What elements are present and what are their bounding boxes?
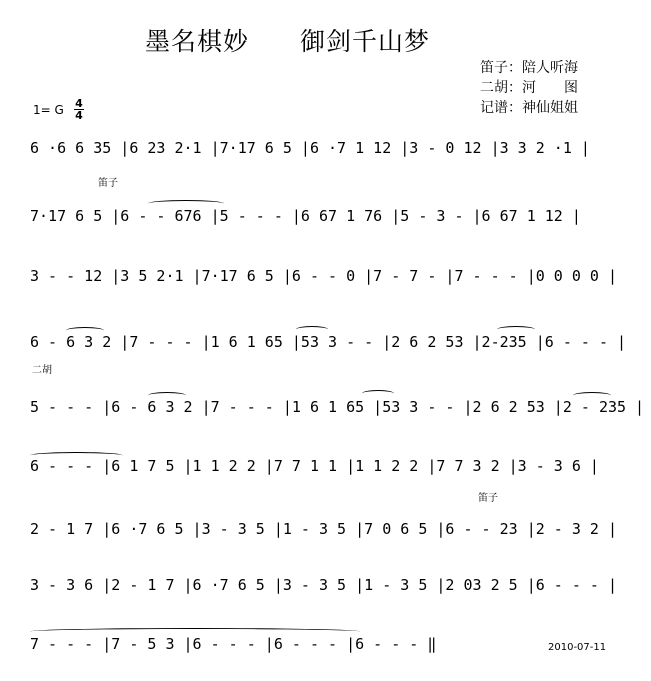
slur	[30, 628, 360, 635]
score-line-7: 2 - 1 7 |6 ·7 6 5 |3 - 3 5 |1 - 3 5 |7 0 6 5 |6 - - 23 |2 - 3 2 |	[30, 520, 617, 538]
score-line-4: 6 - 6 3 2 |7 - - - |1 6 1 65 |53 3 - - |2 6 2 53 |2-235 |6 - - - |	[30, 333, 627, 351]
score-line-6: 6 - - - |6 1 7 5 |1 1 2 2 |7 7 1 1 |1 1 2 2 |7 7 3 2 |3 - 3 6 |	[30, 457, 599, 475]
title-part1: 墨名棋妙	[145, 27, 250, 56]
time-signature	[74, 98, 84, 121]
time-signature-top: 4	[75, 97, 83, 110]
date: 2010-07-11	[548, 642, 607, 653]
erhu-annotation: 二胡	[32, 365, 52, 376]
slur	[573, 392, 611, 399]
slur	[148, 200, 224, 207]
slur	[148, 392, 186, 399]
credits	[480, 58, 578, 118]
score-line-8: 3 - 3 6 |2 - 1 7 |6 ·7 6 5 |3 - 3 5 |1 - 3 5 |2 03 2 5 |6 - - - |	[30, 576, 617, 594]
credit-erhu: 二胡：河 图	[480, 80, 578, 96]
time-signature-bottom: 4	[75, 109, 83, 122]
slur	[362, 390, 394, 397]
slur	[497, 326, 535, 333]
slur	[66, 327, 104, 334]
dizi-annotation-2: 笛子	[478, 493, 498, 504]
score-line-5: 5 - - - |6 - 6 3 2 |7 - - - |1 6 1 65 |53 3 - - |2 6 2 53 |2 - 235 |	[30, 398, 645, 416]
slur	[296, 326, 328, 333]
title-part2: 御剑千山梦	[300, 27, 431, 56]
credit-transcriber: 记谱：神仙姐姐	[480, 100, 578, 116]
score-line-2: 7·17 6 5 |6 - - 676 |5 - - - |6 67 1 76 |5 - 3 - |6 67 1 12 |	[30, 207, 581, 225]
score-line-1: 6 ·6 6 35 |6 23 2·1 |7·17 6 5 |6 ·7 1 12 |3 - 0 12 |3 3 2 ·1 |	[30, 139, 590, 157]
slur	[30, 452, 123, 459]
credit-dizi: 笛子：陪人听海	[480, 60, 578, 76]
dizi-annotation-1: 笛子	[98, 178, 118, 189]
score-line-3: 3 - - 12 |3 5 2·1 |7·17 6 5 |6 - - 0 |7 - 7 - |7 - - - |0 0 0 0 |	[30, 267, 617, 285]
score-line-9: 7 - - - |7 - 5 3 |6 - - - |6 - - - |6 - - - ‖	[30, 635, 437, 653]
key-signature: 1= G	[33, 103, 64, 117]
